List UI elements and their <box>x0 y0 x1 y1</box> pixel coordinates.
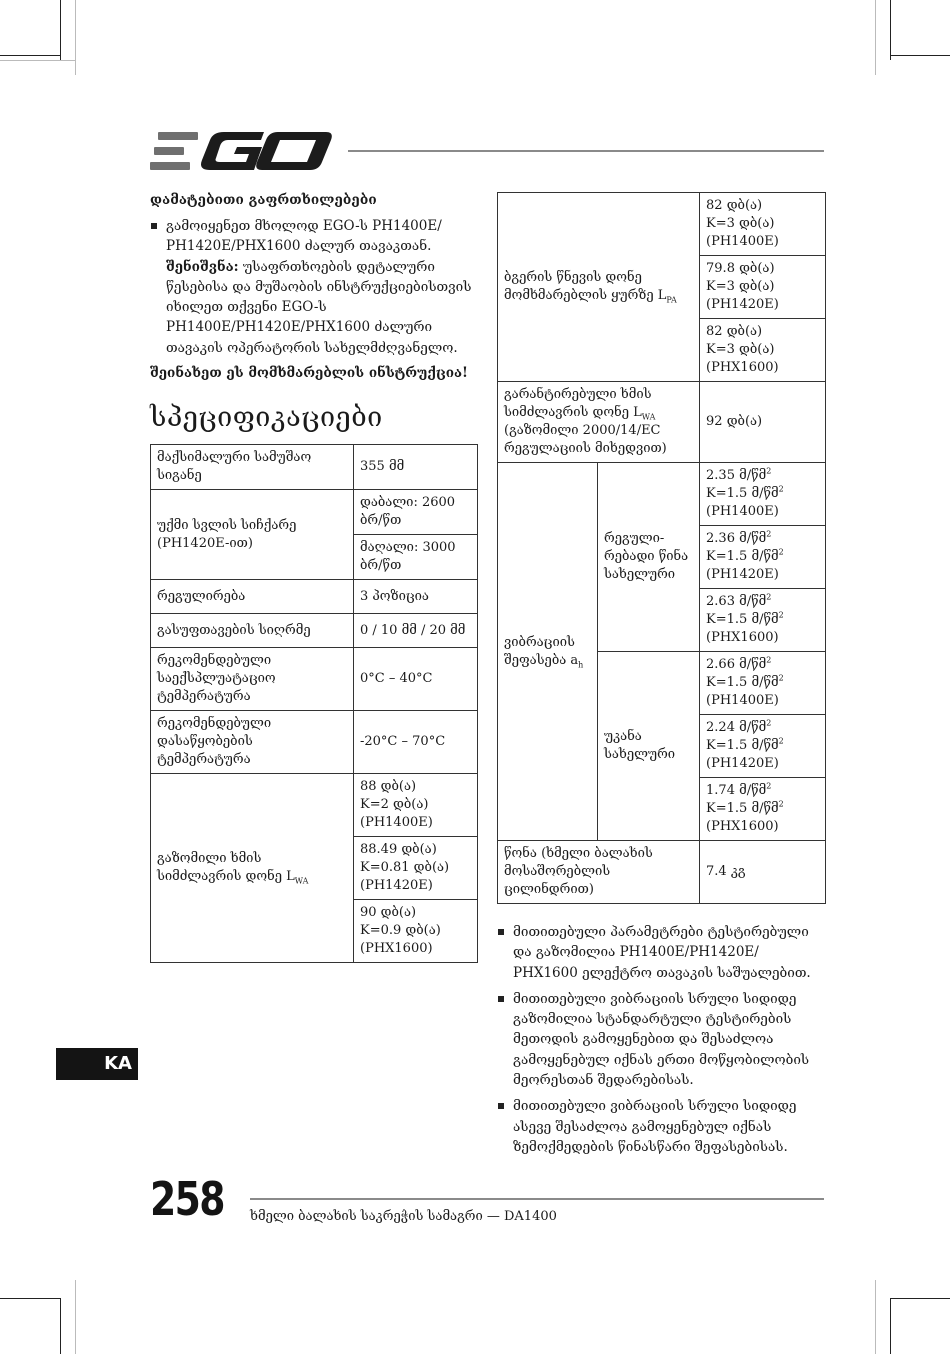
subscript: h <box>578 660 584 670</box>
vib-unit: მ/წმ <box>751 801 779 816</box>
crop-mark <box>75 0 76 75</box>
table-row <box>498 463 826 526</box>
crop-mark <box>890 1298 950 1299</box>
superscript: 2 <box>778 799 784 809</box>
table-cell: 1.74 მ/წმ$^2$ K=1.5 მ/წმ$^2$ (PHX1600) <box>700 778 826 841</box>
table-row <box>151 580 478 614</box>
superscript: 2 <box>766 592 772 602</box>
table-cell <box>498 463 598 841</box>
vib-model: (PHX1600) <box>706 819 779 834</box>
superscript: 2 <box>766 655 772 665</box>
list-item: მითითებული ვიბრაციის სრული სიდიდე გაზომილია სტანდარტული ტესტირების მეთოდის გამოყენებით და შესაძლოა გამოყენებულ იქნას ერთი მოწყობილობის მეორესთან შედარებისას. <box>497 989 827 1090</box>
table-cell: 90 დბ(ა) K=0.9 დბ(ა) (PHX1600) <box>354 900 478 963</box>
crop-mark <box>75 1280 76 1354</box>
table-cell: რეგული-რებადი წინა სახელური <box>598 463 700 652</box>
superscript: 2 <box>778 736 784 746</box>
superscript: 2 <box>766 529 772 539</box>
vib-unit: მ/წმ <box>739 594 767 609</box>
vib-model: (PH1400E) <box>706 504 779 519</box>
table-cell <box>498 382 700 463</box>
vibration-label: ვიბრაციის შეფასება a <box>504 634 579 668</box>
table-row <box>151 711 478 774</box>
save-instructions: შეინახეთ ეს მომხმარებლის ინსტრუქცია! <box>150 365 468 382</box>
table-cell <box>498 193 700 382</box>
list-item <box>150 216 476 358</box>
table-cell: 2.35 მ/წმ$^2$ K=1.5 მ/წმ$^2$ (PH1400E) <box>700 463 826 526</box>
left-column <box>150 192 476 963</box>
guaranteed-sound-note: (გაზომილი 2000/14/EC რეგულაციის მიხედვით) <box>504 423 667 456</box>
table-cell: 88.49 დბ(ა) K=0.81 დბ(ა) (PH1420E) <box>354 837 478 900</box>
table-cell: 2.24 მ/წმ$^2$ K=1.5 მ/წმ$^2$ (PH1420E) <box>700 715 826 778</box>
crop-mark <box>890 55 950 56</box>
vib-unit: მ/წმ <box>751 549 779 564</box>
table-row <box>151 648 478 711</box>
vib-value: 2.24 <box>706 720 735 735</box>
vib-unit: მ/წმ <box>739 783 767 798</box>
crop-mark <box>0 60 75 61</box>
table-cell: -20°C – 70°C <box>354 711 478 774</box>
vib-value: 2.35 <box>706 468 735 483</box>
footer-title: ხმელი ბალახის საკრეჭის სამაგრი — DA1400 <box>250 1209 557 1224</box>
vib-unit: მ/წმ <box>739 531 767 546</box>
table-cell: 92 დბ(ა) <box>700 382 826 463</box>
vib-k: 1.5 <box>726 486 748 501</box>
language-tab: KA <box>56 1048 138 1080</box>
table-cell: 2.63 მ/წმ$^2$ K=1.5 მ/წმ$^2$ (PHX1600) <box>700 589 826 652</box>
page-number: 258 <box>150 1172 224 1226</box>
measured-sound-label: გაზომილი ხმის სიმძლავრის დონე L <box>157 851 295 885</box>
table-cell: რეგულირება <box>151 580 354 614</box>
table-row <box>151 490 478 535</box>
warnings-list <box>150 216 476 358</box>
table-cell: რეკომენდებული დასაწყობების ტემპერატურა <box>151 711 354 774</box>
table-cell: მაქსიმალური სამუშაო სიგანე <box>151 445 354 490</box>
table-cell: 82 დბ(ა) K=3 დბ(ა) (PH1400E) <box>700 193 826 256</box>
vib-unit: მ/წმ <box>751 675 779 690</box>
vib-unit: მ/წმ <box>751 612 779 627</box>
list-item: მითითებული ვიბრაციის სრული სიდიდე ასევე შესაძლოა გამოყენებულ იქნას ზემოქმედების წინასწარი შეფასებისას. <box>497 1096 827 1157</box>
vib-unit: მ/წმ <box>739 657 767 672</box>
notes-list <box>497 922 827 1163</box>
superscript: 2 <box>766 781 772 791</box>
table-row <box>151 614 478 648</box>
table-cell: რეკომენდებული საექსპლუატაციო ტემპერატურა <box>151 648 354 711</box>
table-cell: 7.4 კგ <box>700 841 826 904</box>
table-cell: 79.8 დბ(ა) K=3 დბ(ა) (PH1420E) <box>700 256 826 319</box>
table-row <box>151 445 478 490</box>
vib-k: 1.5 <box>726 738 748 753</box>
vib-value: 2.63 <box>706 594 735 609</box>
table-cell: 0 / 10 მმ / 20 მმ <box>354 614 478 648</box>
table-cell <box>151 774 354 963</box>
vib-model: (PH1420E) <box>706 756 779 771</box>
superscript: 2 <box>778 547 784 557</box>
table-row <box>498 382 826 463</box>
sound-pressure-label: ბგერის წნევის დონე მომხმარებლის ყურზე L <box>504 270 667 303</box>
table-cell: 355 მმ <box>354 445 478 490</box>
ego-logo <box>150 130 332 172</box>
table-cell: 88 დბ(ა) K=2 დბ(ა) (PH1400E) <box>354 774 478 837</box>
vib-value: 1.74 <box>706 783 735 798</box>
specs-title: სპეციფიკაციები <box>150 402 383 434</box>
vib-model: (PH1420E) <box>706 567 779 582</box>
crop-mark <box>890 0 891 60</box>
vib-unit: მ/წმ <box>739 720 767 735</box>
table-row <box>498 841 826 904</box>
superscript: 2 <box>778 610 784 620</box>
crop-mark <box>875 1280 876 1354</box>
subscript: WA <box>641 412 656 422</box>
table-cell: 82 დბ(ა) K=3 დბ(ა) (PHX1600) <box>700 319 826 382</box>
superscript: 2 <box>778 484 784 494</box>
crop-mark <box>60 0 61 60</box>
vib-k: 1.5 <box>726 801 748 816</box>
note-label: შენიშვნა: <box>166 258 239 275</box>
vib-model: (PHX1600) <box>706 630 779 645</box>
table-cell: 2.66 მ/წმ$^2$ K=1.5 მ/წმ$^2$ (PH1400E) <box>700 652 826 715</box>
vib-unit: მ/წმ <box>739 468 767 483</box>
crop-mark <box>0 1298 60 1299</box>
crop-mark <box>875 0 876 75</box>
vib-k: 1.5 <box>726 675 748 690</box>
table-cell: წონა (ხმელი ბალახის მოსაშორებლის ცილინდრით) <box>498 841 700 904</box>
table-cell: 0°C – 40°C <box>354 648 478 711</box>
warning-text: გამოიყენეთ მხოლოდ EGO-ს PH1400E/ PH1420E/PHX1600 ძალურ თავაკთან. <box>166 218 442 255</box>
warnings-title: დამატებითი გაფრთხილებები <box>150 192 377 208</box>
superscript: 2 <box>766 718 772 728</box>
table-cell: უქმი სვლის სიჩქარე (PH1420E-ით) <box>151 490 354 580</box>
table-cell: 2.36 მ/წმ$^2$ K=1.5 მ/წმ$^2$ (PH1420E) <box>700 526 826 589</box>
vib-k: 1.5 <box>726 549 748 564</box>
superscript: 2 <box>778 673 784 683</box>
table-row <box>498 193 826 256</box>
subscript: WA <box>294 876 309 886</box>
guaranteed-sound-label: გარანტირებული ხმის სიმძლავრის დონე L <box>504 387 652 420</box>
specs-table-right <box>497 192 826 904</box>
vib-model: (PH1400E) <box>706 693 779 708</box>
crop-mark <box>890 1298 891 1354</box>
vib-k: 1.5 <box>726 612 748 627</box>
table-row <box>151 774 478 837</box>
table-cell: დაბალი: 2600 ბრ/წთ <box>354 490 478 535</box>
footer-rule <box>250 1198 824 1200</box>
table-cell: გასუფთავების სიღრმე <box>151 614 354 648</box>
note-text: უსაფრთხოების დეტალური წესებისა და მუშაობის ინსტრუქციებისთვის იხილეთ თქვენი EGO-ს PH1400E/PH1420E/PHX1600 ძალური თავაკის ოპერატორის სახელმძღვანელო. <box>166 258 472 356</box>
header-rule <box>348 150 824 152</box>
vib-unit: მ/წმ <box>751 738 779 753</box>
vib-unit: მ/წმ <box>751 486 779 501</box>
list-item: მითითებული პარამეტრები ტესტირებული და გაზომილია PH1400E/PH1420E/ PHX1600 ელექტრო თავაკის საშუალებით. <box>497 922 827 983</box>
table-cell: 3 პოზიცია <box>354 580 478 614</box>
table-cell: უკანა სახელური <box>598 652 700 841</box>
table-cell: მაღალი: 3000 ბრ/წთ <box>354 535 478 580</box>
specs-table-left <box>150 444 478 963</box>
crop-mark <box>60 1298 61 1354</box>
vib-value: 2.36 <box>706 531 735 546</box>
superscript: 2 <box>766 466 772 476</box>
crop-mark <box>0 55 60 56</box>
vib-value: 2.66 <box>706 657 735 672</box>
subscript: PA <box>666 295 677 305</box>
